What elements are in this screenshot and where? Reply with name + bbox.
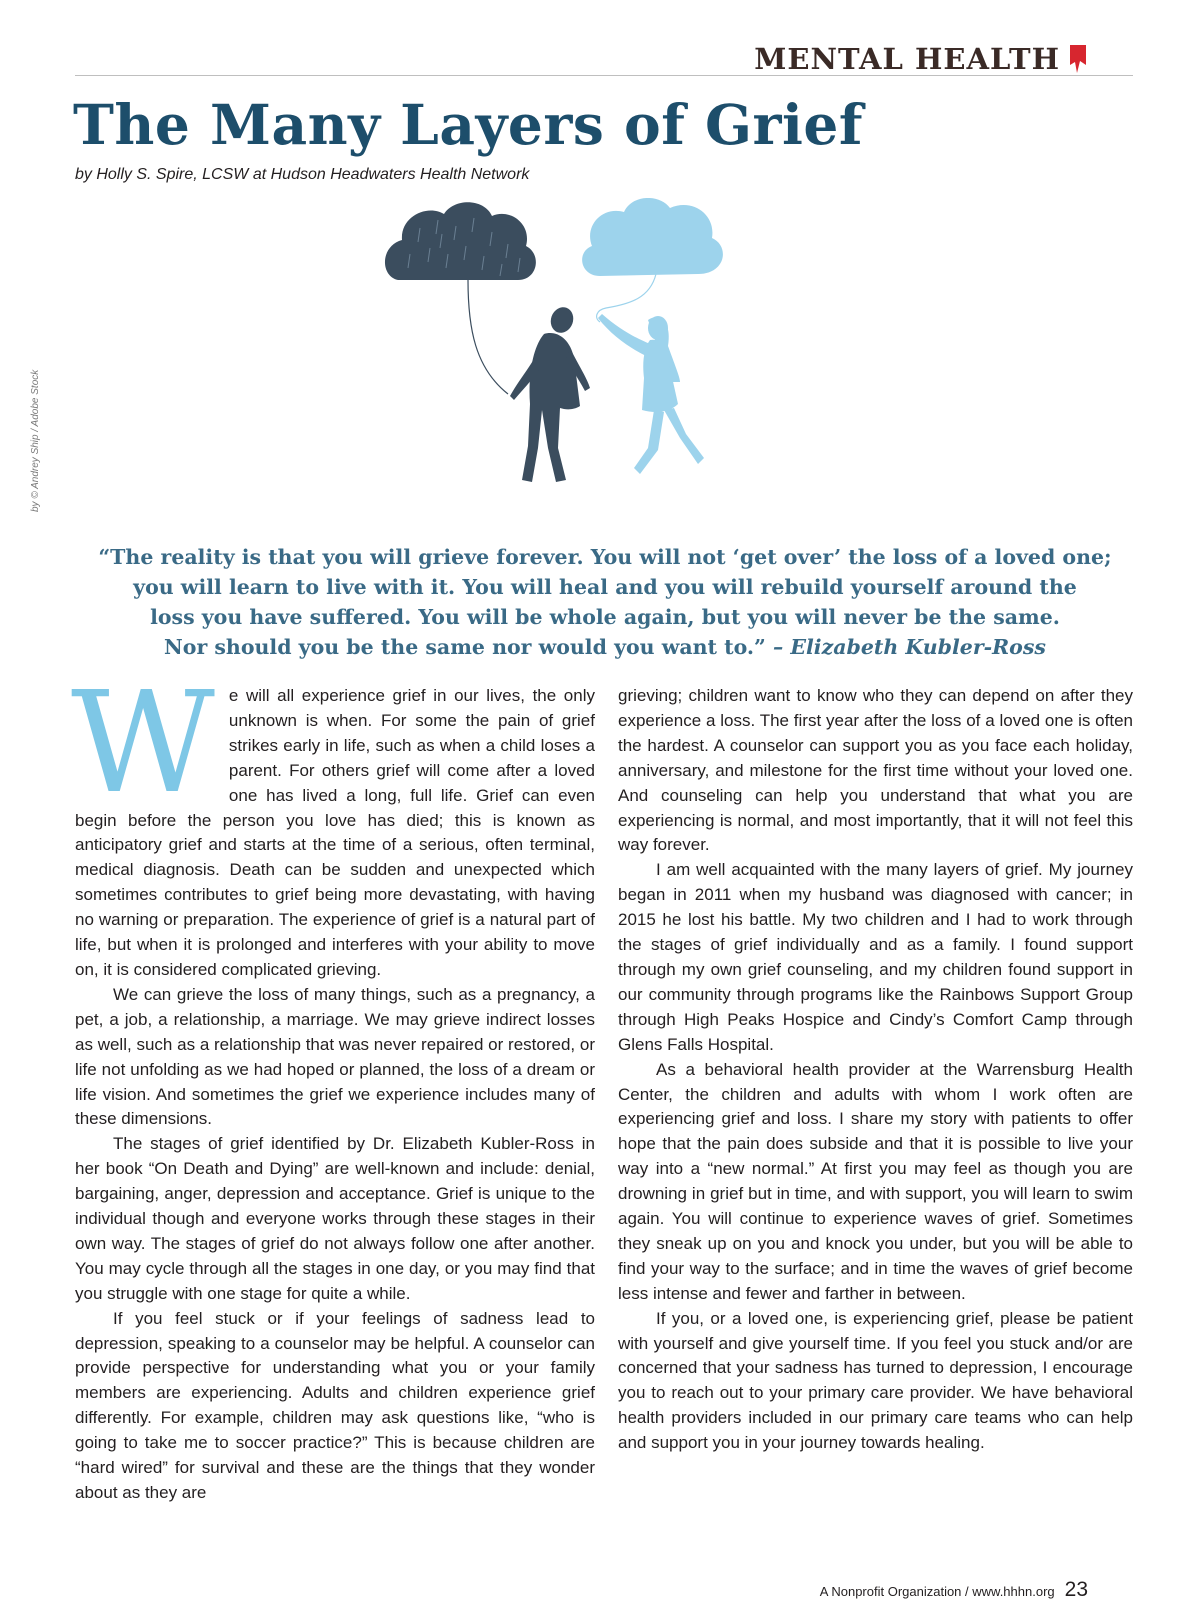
paragraph-text: e will all experience grief in our lives, the only unknown is when. For some the pain of grief strikes early in life, such as when a child loses a parent. For others grief will come after a loved one has lived a long, full life. Grief can even begin before the person you love has died; this is known as anticipatory grief and starts at the time of a serious, often terminal, medical diagnosis. Death can be sudden and unexpected which sometimes contributes to grief being more devastating, with having no warning or preparation. The experience of grief is a natural part of life, but when it is prolonged and interferes with your ability to move on, it is considered complicated grieving.: [75, 686, 595, 979]
article-paragraph: We can grieve the loss of many things, such as a pregnancy, a pet, a job, a relationship, a marriage. We may grieve indirect losses as well, such as a relationship that was never repaired or restored, or life not unfolding as we had hoped or planned, the loss of a dream or life vision. And sometimes the grief we experience includes many of these dimensions.: [75, 984, 595, 1129]
article-paragraph: If you feel stuck or if your feelings of sadness lead to depression, speaking to a counselor may be helpful. A counselor can provide perspective for understanding what you or your family members are experiencing. Adults and children experience grief differently. For example, children may ask questions like, “who is going to take me to soccer practice?” This is because children are “hard wired” for survival and these are the things that they wonder about as they are: [75, 1308, 595, 1502]
pull-quote: [80, 542, 1130, 662]
section-label: [754, 40, 1088, 78]
dark-cloud-icon: [385, 202, 536, 280]
pull-quote-attribution: – Elizabeth Kubler-Ross: [765, 635, 1046, 659]
pull-quote-line: [80, 632, 1130, 662]
page-footer: [820, 1578, 1088, 1602]
page-number: 23: [1064, 1578, 1088, 1601]
drop-cap: W: [71, 662, 215, 825]
article-paragraph: grieving; children want to know who they can depend on after they experience a loss. The first year after the loss of a loved one is often the hardest. A counselor can support you as you face each holiday, anniversary, and milestone for the first time without your loved one. And counseling can help you understand that what you are experiencing is normal, and most importantly, that it will not feel this way forever.: [618, 686, 1133, 855]
article-column-right: [618, 684, 1133, 1456]
pull-quote-line: you will learn to live with it. You will heal and you will rebuild yourself around the: [133, 575, 1077, 599]
article-paragraph: The stages of grief identified by Dr. Elizabeth Kubler-Ross in her book “On Death and Dying” are well-known and include: denial, bargaining, anger, depression and acceptance. Grief is unique to the individual though and everyone works through these stages in their own way. The stages of grief do not always follow one after another. You may cycle through all the stages in one day, or you may find that you struggle with one stage for quite a while.: [75, 1134, 595, 1303]
pull-quote-line: loss you have suffered. You will be whole again, but you will never be the same.: [150, 605, 1060, 629]
header-divider: [75, 75, 1133, 76]
pull-quote-text: Nor should you be the same nor would you want to.”: [164, 635, 766, 659]
hopeful-person-icon: [598, 314, 704, 474]
pull-quote-line: “The reality is that you will grieve forever. You will not ‘get over’ the loss of a loved one;: [98, 545, 1112, 569]
article-paragraph: [71, 662, 595, 983]
article-paragraph: If you, or a loved one, is experiencing grief, please be patient with yourself and give yourself time. If you feel you stuck and/or are concerned that your sadness has turned to depression, I encourage you to reach out to your primary care provider. We have behavioral health providers included in our primary care teams who can help and support you in your journey towards healing.: [618, 1308, 1133, 1453]
photo-credit: by © Andrey Ship / Adobe Stock: [30, 369, 41, 512]
bookmark-flag-icon: [1068, 44, 1088, 74]
article-column-left: [71, 662, 595, 1506]
article-paragraph: As a behavioral health provider at the Warrensburg Health Center, the children and adults with whom I work often are experiencing grief and loss. I share my story with patients to offer hope that the pain does subside and that it is possible to live your way into a “new normal.” At first you may feel as though you are drowning in grief but in time, and with support, you will learn to swim again. You will continue to experience waves of grief. Sometimes they sneak up on you and knock you under, but you will be able to find your way to the surface; and in time the waves of grief become less intense and fewer and farther in between.: [618, 1059, 1133, 1303]
article-byline: by Holly S. Spire, LCSW at Hudson Headwaters Health Network: [75, 166, 530, 183]
footer-org: A Nonprofit Organization / www.hhhn.org: [819, 1584, 1055, 1599]
section-label-text: MENTAL HEALTH: [754, 42, 1060, 76]
light-cloud-icon: [582, 198, 723, 276]
grief-illustration-icon: [380, 198, 740, 508]
sad-person-icon: [510, 304, 590, 482]
article-paragraph: I am well acquainted with the many layers of grief. My journey began in 2011 when my husband was diagnosed with cancer; in 2015 he lost his battle. My two children and I had to work through the stages of grief individually and as a family. I found support through my own grief counseling, and my children found support in our community through programs like the Rainbows Support Group through High Peaks Hospice and Cindy’s Comfort Camp through Glens Falls Hospital.: [618, 860, 1133, 1054]
article-title: The Many Layers of Grief: [73, 92, 864, 157]
